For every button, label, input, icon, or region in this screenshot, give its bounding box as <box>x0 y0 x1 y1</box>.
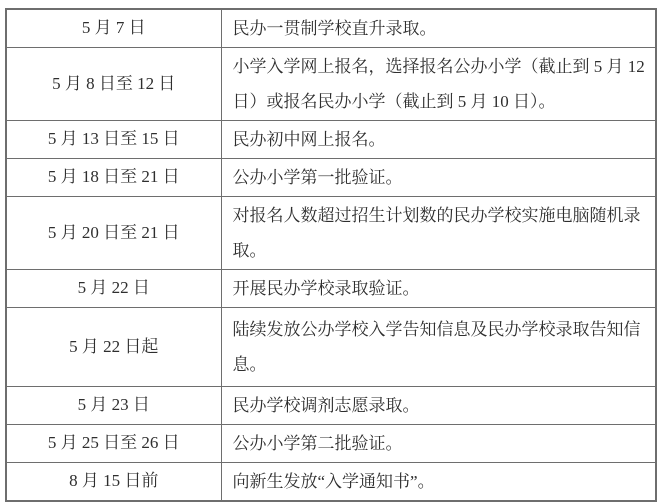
date-cell: 5 月 25 日至 26 日 <box>6 425 221 463</box>
date-cell: 8 月 15 日前 <box>6 463 221 502</box>
table-row <box>6 463 656 502</box>
date-cell: 5 月 23 日 <box>6 387 221 425</box>
date-cell: 5 月 8 日至 12 日 <box>6 48 221 121</box>
table-row <box>6 121 656 159</box>
table-row <box>6 9 656 48</box>
enrollment-schedule-table <box>5 8 657 502</box>
event-cell: 开展民办学校录取验证。 <box>221 270 656 308</box>
event-cell: 公办小学第一批验证。 <box>221 159 656 197</box>
table-row <box>6 159 656 197</box>
event-cell: 小学入学网上报名，选择报名公办小学（截止到 5 月 12 日）或报名民办小学（截止到 5 月 10 日）。 <box>221 48 656 121</box>
event-cell: 民办初中网上报名。 <box>221 121 656 159</box>
table-row <box>6 425 656 463</box>
table-row <box>6 308 656 387</box>
event-cell: 民办学校调剂志愿录取。 <box>221 387 656 425</box>
date-cell: 5 月 7 日 <box>6 9 221 48</box>
event-cell: 陆续发放公办学校入学告知信息及民办学校录取告知信息。 <box>221 308 656 387</box>
table-row <box>6 270 656 308</box>
table-row <box>6 387 656 425</box>
date-cell: 5 月 18 日至 21 日 <box>6 159 221 197</box>
table-row <box>6 48 656 121</box>
event-cell: 公办小学第二批验证。 <box>221 425 656 463</box>
date-cell: 5 月 20 日至 21 日 <box>6 197 221 270</box>
date-cell: 5 月 22 日起 <box>6 308 221 387</box>
event-cell: 向新生发放“入学通知书”。 <box>221 463 656 502</box>
event-cell: 民办一贯制学校直升录取。 <box>221 9 656 48</box>
event-cell: 对报名人数超过招生计划数的民办学校实施电脑随机录取。 <box>221 197 656 270</box>
date-cell: 5 月 22 日 <box>6 270 221 308</box>
table-row <box>6 197 656 270</box>
date-cell: 5 月 13 日至 15 日 <box>6 121 221 159</box>
